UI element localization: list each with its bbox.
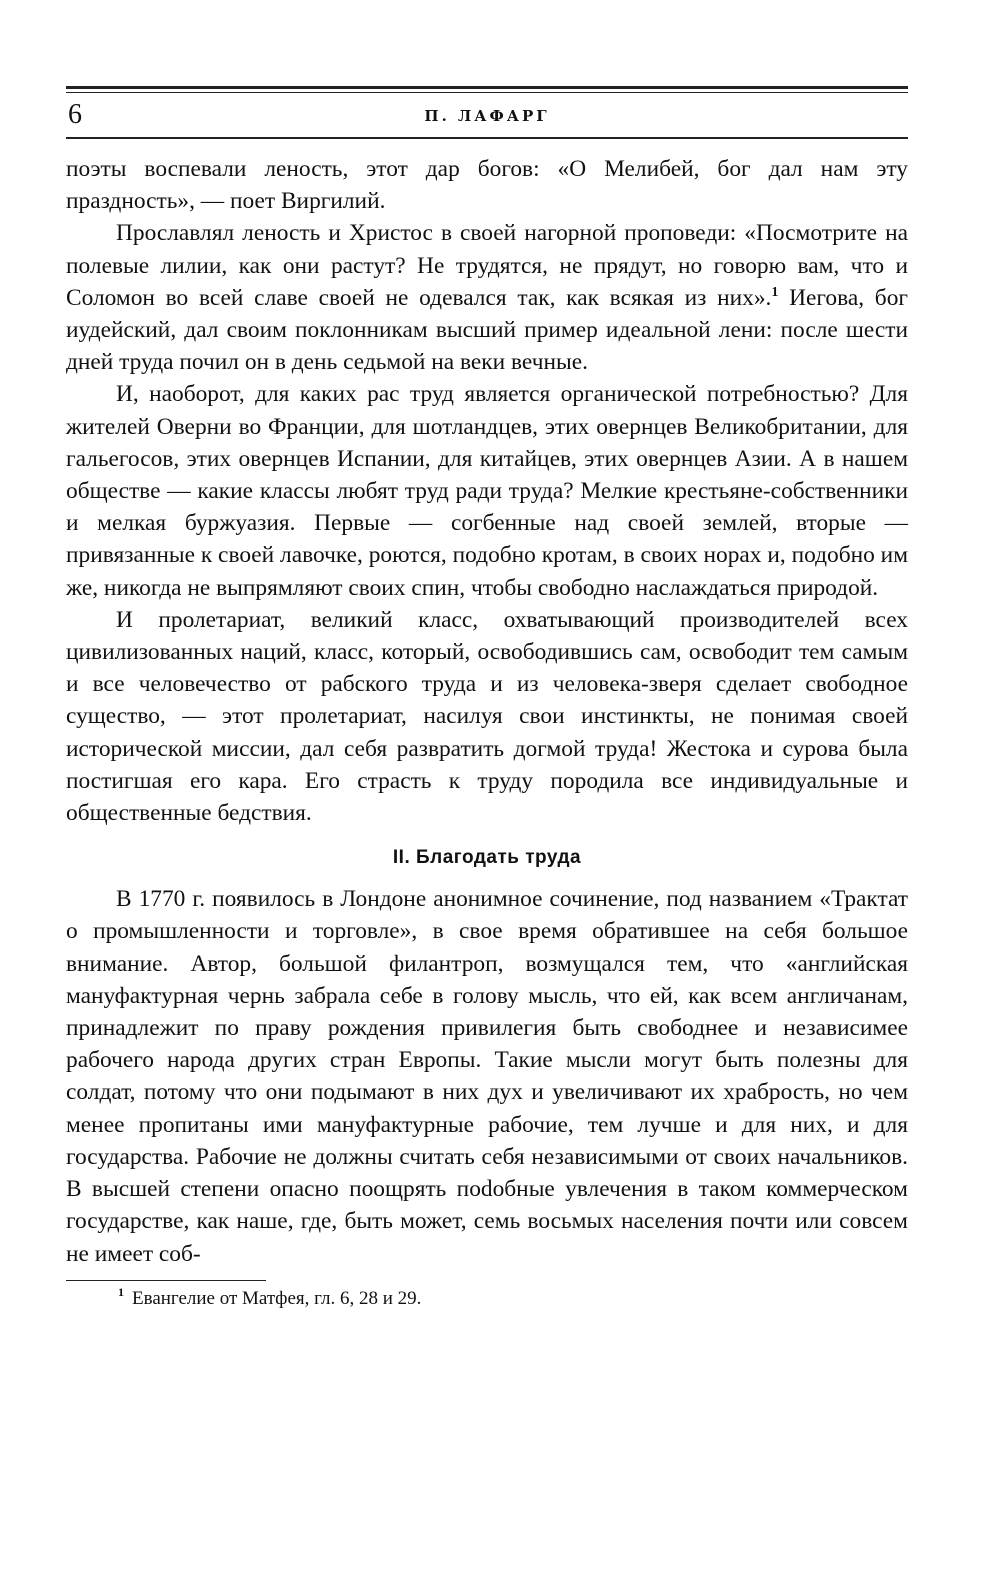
- paragraph: И пролетариат, великий класс, охватывающий производителей всех цивилизованных наций, класс, который, освободившись сам, освободит тем самым и все человечество от рабского труда и из человека-зверя сделает свободное существо, — этот пролетариат, насилуя свои инстинкты, не понимая своей исторической миссии, дал себя развратить догмой труда! Жестока и сурова была постигшая его кара. Его страсть к труду породила все индивидуальные и общественные бедствия.: [66, 606, 908, 827]
- paragraph: И, наоборот, для каких рас труд является органической потребностью? Для жителей Оверни во Франции, для шотландцев, этих овернцев Великобритании, для гальегосов, этих овернцев Испании, для китайцев, этих овернцев Азии. А в нашем обществе — какие классы любят труд ради труда? Мелкие крестьяне-собственники и мелкая буржуазия. Первые — согбенные над своей землей, вторые — привязанные к своей лавочке, роются, подобно кротам, в своих норах и, подобно им же, никогда не выпрямляют своих спин, чтобы свободно наслаждаться природой.: [66, 381, 908, 601]
- top-rule: [66, 86, 908, 93]
- footnote-text: Евангелие от Матфея, гл. 6, 28 и 29.: [132, 1287, 422, 1309]
- page-header: [66, 99, 908, 139]
- paragraph: поэты воспевали леность, этот дар богов: «О Мелибей, бог дал нам эту праздность», — поет Виргилий.: [66, 156, 908, 215]
- footnote-rule: [66, 1280, 266, 1281]
- paragraph-text: Иегова, бог иудейский, дал своим поклонникам высший пример идеальной лени: после шести дней труда почил он в день седьмой на веки вечные.: [66, 284, 908, 376]
- footnote-reference: 1: [771, 285, 779, 301]
- paragraph: [66, 217, 908, 378]
- page-number: 6: [68, 99, 82, 130]
- paragraph: В 1770 г. появилось в Лондоне анонимное сочинение, под названием «Трактат о промышленности и торговле», в свое время обратившее на себя большое внимание. Автор, большой филантроп, возмущался тем, что «английская мануфактурная чернь забрала себе в голову мысль, что ей, как всем англичанам, принадлежит по праву рождения привилегия быть свободнее и независимее рабочего народа других стран Европы. Такие мысли могут быть полезны для солдат, потому что они подымают в них дух и увеличивают их храбрость, но чем менее пропитаны ими мануфактурные рабочие, тем лучше и для них, и для государства. Рабочие не должны считать себя независимыми от своих начальников. В высшей степени опасно поощрять поdобные увлечения в таком коммерческом государстве, как наше, где, быть может, семь восьмых населения почти или совсем не имеет соб-: [66, 886, 908, 1267]
- body-text: [66, 153, 908, 1270]
- footnote: [66, 1287, 908, 1311]
- book-page: [66, 86, 908, 1311]
- footnote-marker: 1: [118, 1285, 124, 1300]
- running-title: П. ЛАФАРГ: [424, 107, 550, 125]
- paragraph-text: Прославлял леность и Христос в своей нагорной проповеди: «Посмотрите на полевые лилии, как они растут? Не трудятся, не прядут, но говорю вам, что и Соломон во всей славе своей не одевался так, как всякая из них».: [66, 220, 908, 311]
- section-heading: II. Благодать труда: [392, 847, 582, 869]
